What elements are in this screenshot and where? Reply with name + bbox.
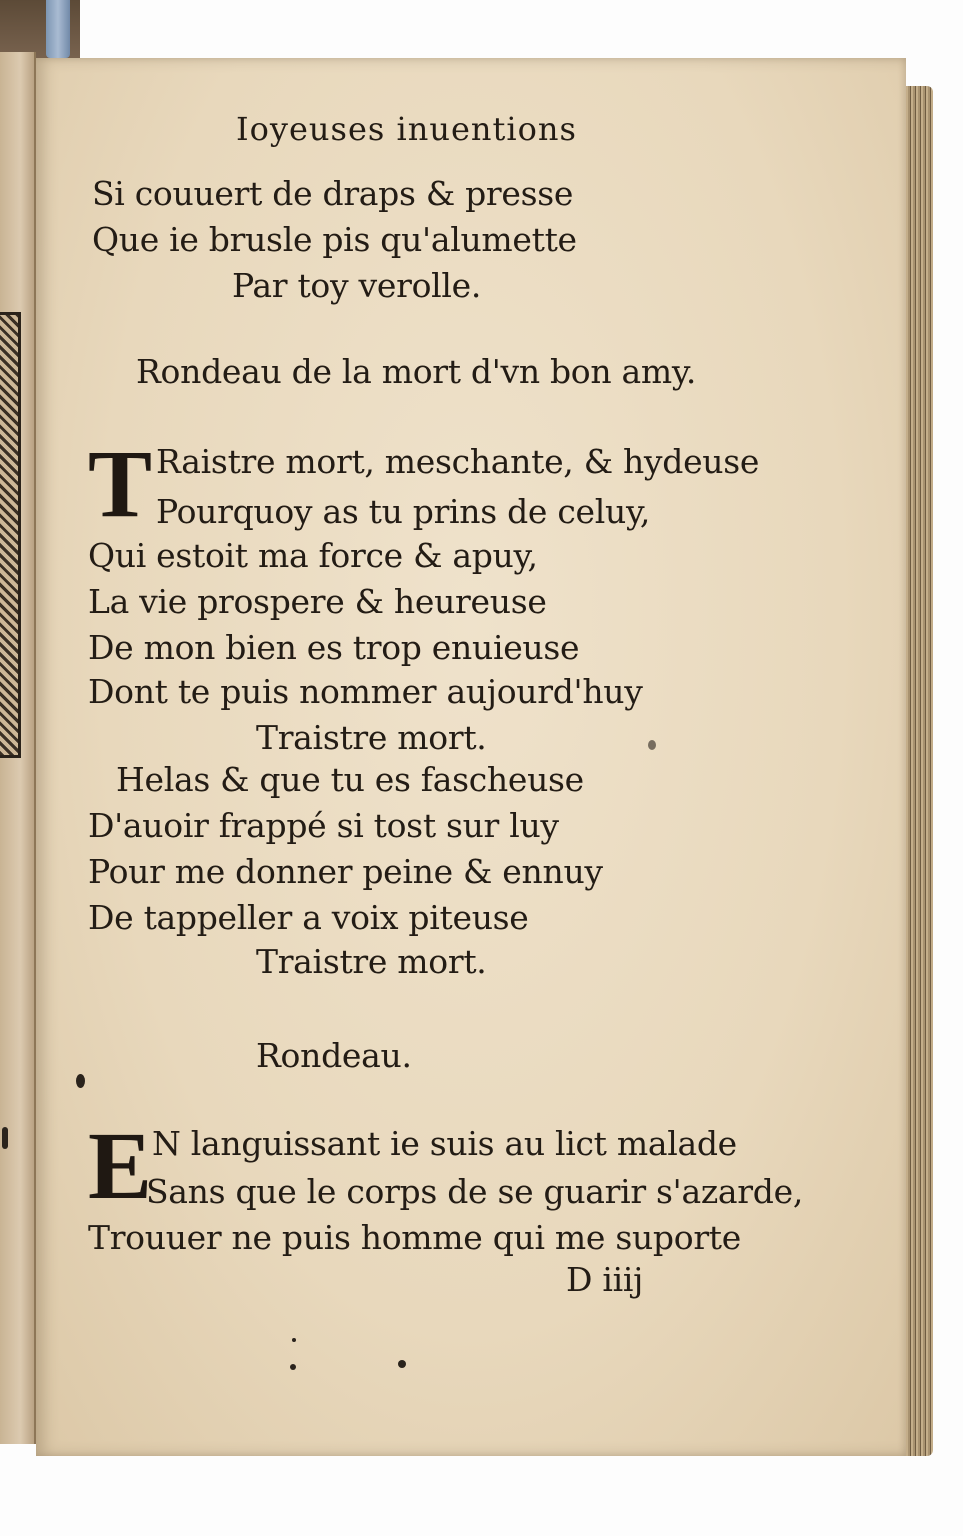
poem-line: Dont te puis nommer aujourd'huy <box>88 672 643 711</box>
ink-speck <box>398 1360 406 1368</box>
poem-line: N languissant ie suis au lict malade <box>152 1124 737 1163</box>
poem-line: Par toy verolle. <box>232 266 482 305</box>
poem-line: Pour me donner peine & ennuy <box>88 852 603 891</box>
rondeau-title: Rondeau. <box>256 1036 412 1075</box>
poem-line: Helas & que tu es fascheuse <box>116 760 584 799</box>
drop-cap: E <box>88 1112 153 1219</box>
left-page-edge <box>0 52 36 1444</box>
poem-line: D'auoir frappé si tost sur luy <box>88 806 559 845</box>
poem-line: Raistre mort, meschante, & hydeuse <box>156 442 760 481</box>
ink-speck <box>292 1338 296 1342</box>
rondeau-title: Rondeau de la mort d'vn bon amy. <box>136 352 697 391</box>
poem-line: Que ie brusle pis qu'alumette <box>92 220 577 259</box>
ink-speck <box>648 740 656 750</box>
refrain-line: Traistre mort. <box>256 942 487 981</box>
woodcut-border-fragment <box>0 312 21 758</box>
poem-line: De tappeller a voix piteuse <box>88 898 529 937</box>
poem-line: De mon bien es trop enuieuse <box>88 628 580 667</box>
ink-speck <box>290 1364 296 1370</box>
book-page <box>36 58 906 1456</box>
poem-line: Si couuert de draps & presse <box>92 174 574 213</box>
page-edges <box>903 86 933 1456</box>
poem-line: La vie prospere & heureuse <box>88 582 547 621</box>
drop-cap: T <box>88 430 153 537</box>
ribbon-bookmark <box>46 0 70 58</box>
poem-line: Pourquoy as tu prins de celuy, <box>156 492 651 531</box>
ink-mark <box>2 1127 8 1149</box>
poem-line: Qui estoit ma force & apuy, <box>88 536 538 575</box>
poem-line: Trouuer ne puis homme qui me suporte <box>88 1218 741 1257</box>
running-head: Ioyeuses inuentions <box>236 110 577 148</box>
signature-mark: D iiij <box>566 1260 644 1299</box>
poem-line: Sans que le corps de se guarir s'azarde, <box>146 1172 804 1211</box>
ink-speck <box>76 1074 85 1088</box>
refrain-line: Traistre mort. <box>256 718 487 757</box>
